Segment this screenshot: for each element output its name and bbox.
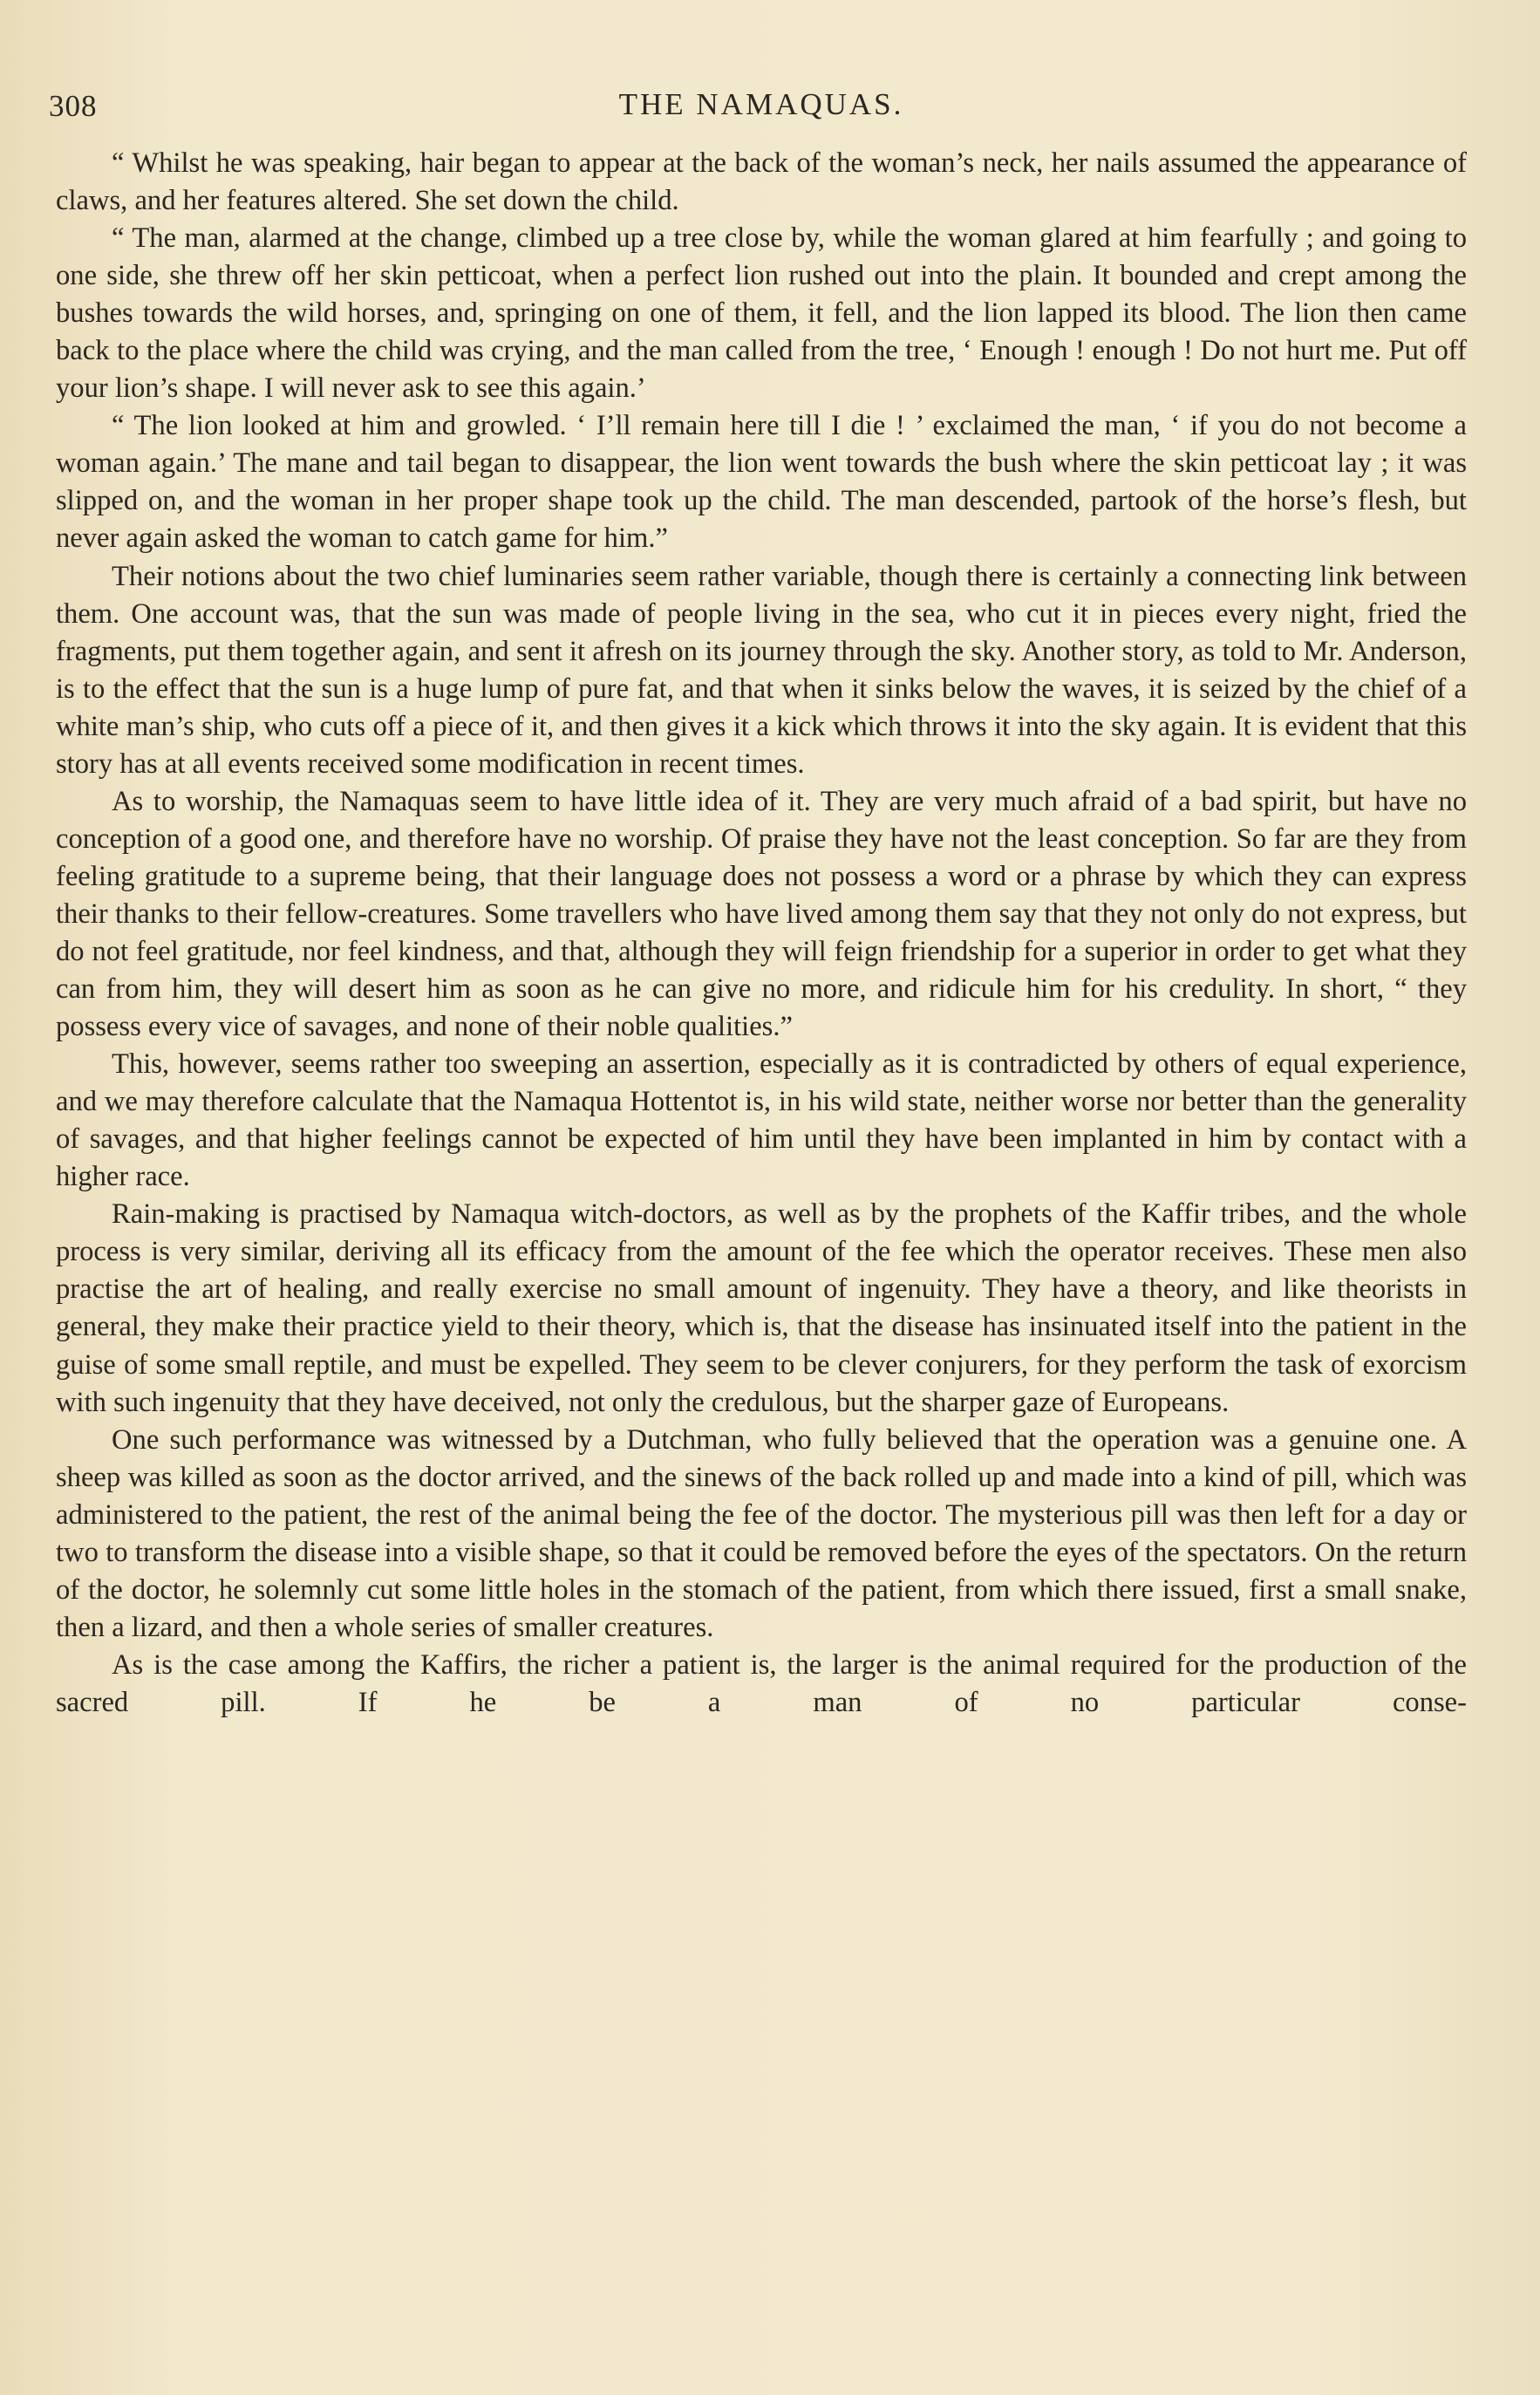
paragraph-7: Rain-making is practised by Namaqua witch-doctors, as well as by the prophets of the Kaffir tribes, and the whole process is very similar, deriving all its efficacy from the amount of the fee which the operator receives. These men also practise the art of healing, and really exercise no small amount of ingenuity. They have a theory, and like theorists in general, they make their practice yield to their theory, which is, that the disease has insinuated itself into the patient in the guise of some small reptile, and must be expelled. They seem to be clever conjurers, for they perform the task of exorcism with such ingenuity that they have deceived, not only the credulous, but the sharper gaze of Europeans. <box>56 1198 1467 1418</box>
paragraph-2: “ The man, alarmed at the change, climbed up a tree close by, while the woman glared at him fearfully ; and going to one side, she threw off her skin petticoat, when a perfect lion rushed out into the plain. It bounded and crept among the bushes towards the wild horses, and, springing on one of them, it fell, and the lion lapped its blood. The lion then came back to the place where the child was crying, and the man called from the tree, ‘ Enough ! enough ! Do not hurt me. Put off your lion’s shape. I will never ask to see this again.’ <box>56 222 1467 405</box>
body-text <box>56 145 1467 1722</box>
paragraph-9: As is the case among the Kaffirs, the richer a patient is, the larger is the animal required for the production of the sacred pill. If he be a man of no particular conse- <box>56 1648 1467 1718</box>
paragraph-5: As to worship, the Namaquas seem to have little idea of it. They are very much afraid of a bad spirit, but have no conception of a good one, and therefore have no worship. Of praise they have not the least conception. So far are they from feeling gratitude to a supreme being, that their language does not possess a word or a phrase by which they can express their thanks to their fellow-creatures. Some travellers who have lived among them say that they not only do not express, but do not feel gratitude, nor feel kindness, and that, although they will feign friendship for a superior in order to get what they can from him, they will desert him as soon as he can give no more, and ridicule him for his credulity. In short, “ they possess every vice of savages, and none of their noble qualities.” <box>56 785 1467 1043</box>
running-title: THE NAMAQUAS. <box>618 87 904 121</box>
book-page <box>49 84 1467 1722</box>
paragraph-8: One such performance was witnessed by a Dutchman, who fully believed that the operation was a genuine one. A sheep was killed as soon as the doctor arrived, and the sinews of the back rolled up and made into a kind of pill, which was administered to the patient, the rest of the animal being the fee of the doctor. The mysterious pill was then left for a day or two to transform the disease into a visible shape, so that it could be removed before the eyes of the spectators. On the return of the doctor, he solemnly cut some little holes in the stomach of the patient, from which there issued, first a small snake, then a lizard, and then a whole series of smaller creatures. <box>56 1423 1467 1643</box>
paragraph-4: Their notions about the two chief luminaries seem rather variable, though there is certainly a connecting link between them. One account was, that the sun was made of people living in the sea, who cut it in pieces every night, fried the fragments, put them together again, and sent it afresh on its journey through the sky. Another story, as told to Mr. Anderson, is to the effect that the sun is a huge lump of pure fat, and that when it sinks below the waves, it is seized by the chief of a white man’s ship, who cuts off a piece of it, and then gives it a kick which throws it into the sky again. It is evident that this story has at all events received some modification in recent times. <box>56 560 1467 780</box>
paragraph-6: This, however, seems rather too sweeping an assertion, especially as it is contradicted by others of equal experience, and we may therefore calculate that the Namaqua Hottentot is, in his wild state, neither worse nor better than the generality of savages, and that higher feelings cannot be expected of him until they have been implanted in him by contact with a higher race. <box>56 1048 1467 1193</box>
page-header <box>49 84 1467 136</box>
paragraph-1: “ Whilst he was speaking, hair began to appear at the back of the woman’s neck, her nails assumed the appearance of claws, and her features altered. She set down the child. <box>56 147 1467 217</box>
paragraph-3: “ The lion looked at him and growled. ‘ I’ll remain here till I die ! ’ exclaimed the man, ‘ if you do not become a woman again.’ The mane and tail began to disappear, the lion went towards the bush where the skin petticoat lay ; it was slipped on, and the woman in her proper shape took up the child. The man descended, partook of the horse’s flesh, but never again asked the woman to catch game for him.” <box>56 410 1467 555</box>
page-number: 308 <box>49 89 98 123</box>
